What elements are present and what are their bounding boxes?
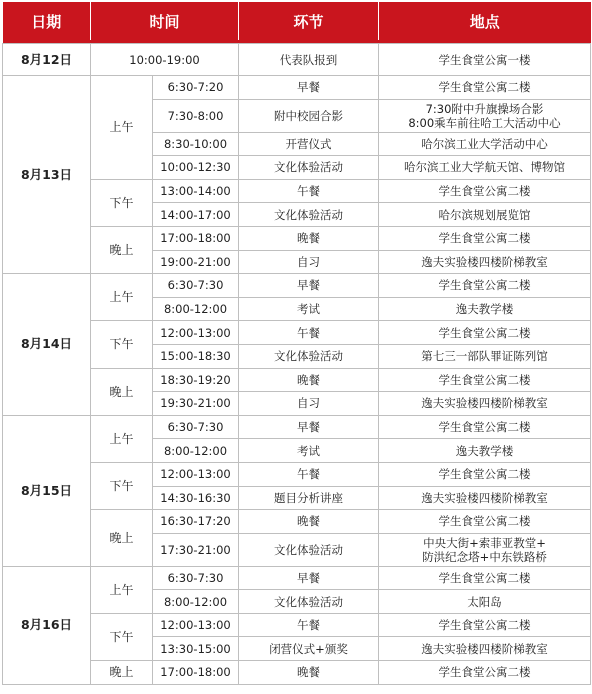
time-cell: 6:30-7:20 <box>153 76 239 100</box>
table-row <box>3 321 591 345</box>
segment-cell: 附中校园合影 <box>239 99 379 132</box>
time-cell: 19:00-21:00 <box>153 250 239 274</box>
table-row <box>3 661 591 685</box>
segment-cell: 晚餐 <box>239 661 379 685</box>
segment-cell: 自习 <box>239 250 379 274</box>
location-cell: 学生食堂公寓二楼 <box>379 226 591 250</box>
location-cell: 中央大街+索菲亚教堂+ 防洪纪念塔+中东铁路桥 <box>379 533 591 566</box>
header-row <box>3 2 591 40</box>
schedule-table <box>2 2 591 685</box>
location-cell: 哈尔滨工业大学航天馆、博物馆 <box>379 156 591 180</box>
segment-cell: 午餐 <box>239 321 379 345</box>
segment-cell: 早餐 <box>239 415 379 439</box>
time-cell: 14:30-16:30 <box>153 486 239 510</box>
segment-cell: 考试 <box>239 439 379 463</box>
segment-cell: 早餐 <box>239 76 379 100</box>
time-cell: 14:00-17:00 <box>153 203 239 227</box>
location-cell: 哈尔滨规划展览馆 <box>379 203 591 227</box>
location-cell: 7:30附中升旗操场合影 8:00乘车前往哈工大活动中心 <box>379 99 591 132</box>
location-cell: 逸夫实验楼四楼阶梯教室 <box>379 637 591 661</box>
segment-cell: 早餐 <box>239 274 379 298</box>
period-cell: 晚上 <box>91 368 153 415</box>
period-cell: 上午 <box>91 566 153 613</box>
header-segment: 环节 <box>239 2 379 40</box>
location-cell: 逸夫实验楼四楼阶梯教室 <box>379 486 591 510</box>
location-cell: 学生食堂公寓二楼 <box>379 566 591 590</box>
date-cell: 8月16日 <box>3 566 91 684</box>
period-cell: 下午 <box>91 462 153 509</box>
time-cell: 12:00-13:00 <box>153 613 239 637</box>
location-cell: 学生食堂公寓二楼 <box>379 179 591 203</box>
period-cell: 下午 <box>91 613 153 660</box>
period-cell: 上午 <box>91 415 153 462</box>
table-row <box>3 566 591 590</box>
location-cell: 学生食堂公寓二楼 <box>379 613 591 637</box>
header-time: 时间 <box>91 2 239 40</box>
time-cell: 15:00-18:30 <box>153 344 239 368</box>
segment-cell: 代表队报到 <box>239 44 379 76</box>
time-cell: 7:30-8:00 <box>153 99 239 132</box>
table-row <box>3 462 591 486</box>
time-cell: 16:30-17:20 <box>153 510 239 534</box>
time-cell: 17:00-18:00 <box>153 226 239 250</box>
location-cell: 逸夫实验楼四楼阶梯教室 <box>379 392 591 416</box>
segment-cell: 文化体验活动 <box>239 344 379 368</box>
schedule-container <box>2 2 590 685</box>
segment-cell: 午餐 <box>239 613 379 637</box>
time-cell: 13:30-15:00 <box>153 637 239 661</box>
time-cell: 17:00-18:00 <box>153 661 239 685</box>
location-cell: 学生食堂公寓二楼 <box>379 510 591 534</box>
table-row <box>3 226 591 250</box>
segment-cell: 自习 <box>239 392 379 416</box>
table-row <box>3 510 591 534</box>
segment-cell: 题目分析讲座 <box>239 486 379 510</box>
segment-cell: 文化体验活动 <box>239 203 379 227</box>
table-row <box>3 274 591 298</box>
date-cell: 8月13日 <box>3 76 91 274</box>
period-cell: 下午 <box>91 321 153 368</box>
time-cell: 8:00-12:00 <box>153 590 239 614</box>
segment-cell: 开营仪式 <box>239 132 379 156</box>
time-cell: 8:00-12:00 <box>153 439 239 463</box>
period-cell: 晚上 <box>91 510 153 567</box>
table-row <box>3 76 591 100</box>
time-cell: 6:30-7:30 <box>153 415 239 439</box>
segment-cell: 早餐 <box>239 566 379 590</box>
time-cell: 6:30-7:30 <box>153 566 239 590</box>
location-cell: 学生食堂公寓二楼 <box>379 321 591 345</box>
location-cell: 逸夫实验楼四楼阶梯教室 <box>379 250 591 274</box>
location-cell: 太阳岛 <box>379 590 591 614</box>
location-cell: 逸夫教学楼 <box>379 297 591 321</box>
location-cell: 逸夫教学楼 <box>379 439 591 463</box>
date-cell: 8月14日 <box>3 274 91 416</box>
segment-cell: 文化体验活动 <box>239 156 379 180</box>
location-cell: 学生食堂公寓二楼 <box>379 415 591 439</box>
location-cell: 第七三一部队罪证陈列馆 <box>379 344 591 368</box>
time-cell: 12:00-13:00 <box>153 321 239 345</box>
time-cell: 12:00-13:00 <box>153 462 239 486</box>
segment-cell: 文化体验活动 <box>239 590 379 614</box>
time-cell: 17:30-21:00 <box>153 533 239 566</box>
period-cell: 上午 <box>91 76 153 180</box>
time-cell: 6:30-7:30 <box>153 274 239 298</box>
segment-cell: 晚餐 <box>239 510 379 534</box>
location-cell: 学生食堂公寓二楼 <box>379 76 591 100</box>
table-row <box>3 415 591 439</box>
time-cell: 13:00-14:00 <box>153 179 239 203</box>
location-cell: 哈尔滨工业大学活动中心 <box>379 132 591 156</box>
period-cell: 下午 <box>91 179 153 226</box>
segment-cell: 文化体验活动 <box>239 533 379 566</box>
header-date: 日期 <box>3 2 91 40</box>
period-cell: 上午 <box>91 274 153 321</box>
date-cell: 8月12日 <box>3 44 91 76</box>
table-row <box>3 368 591 392</box>
segment-cell: 晚餐 <box>239 226 379 250</box>
location-cell: 学生食堂公寓二楼 <box>379 368 591 392</box>
time-cell: 8:30-10:00 <box>153 132 239 156</box>
table-row <box>3 44 591 76</box>
location-cell: 学生食堂公寓二楼 <box>379 274 591 298</box>
segment-cell: 闭营仪式+颁奖 <box>239 637 379 661</box>
segment-cell: 晚餐 <box>239 368 379 392</box>
segment-cell: 午餐 <box>239 462 379 486</box>
time-cell: 8:00-12:00 <box>153 297 239 321</box>
period-cell: 晚上 <box>91 661 153 685</box>
time-cell: 10:00-19:00 <box>91 44 239 76</box>
location-cell: 学生食堂公寓二楼 <box>379 462 591 486</box>
header-location: 地点 <box>379 2 591 40</box>
location-cell: 学生食堂公寓一楼 <box>379 44 591 76</box>
segment-cell: 考试 <box>239 297 379 321</box>
time-cell: 18:30-19:20 <box>153 368 239 392</box>
time-cell: 19:30-21:00 <box>153 392 239 416</box>
date-cell: 8月15日 <box>3 415 91 566</box>
period-cell: 晚上 <box>91 226 153 273</box>
location-cell: 学生食堂公寓二楼 <box>379 661 591 685</box>
schedule-body <box>3 40 591 684</box>
table-row <box>3 179 591 203</box>
time-cell: 10:00-12:30 <box>153 156 239 180</box>
segment-cell: 午餐 <box>239 179 379 203</box>
table-row <box>3 613 591 637</box>
